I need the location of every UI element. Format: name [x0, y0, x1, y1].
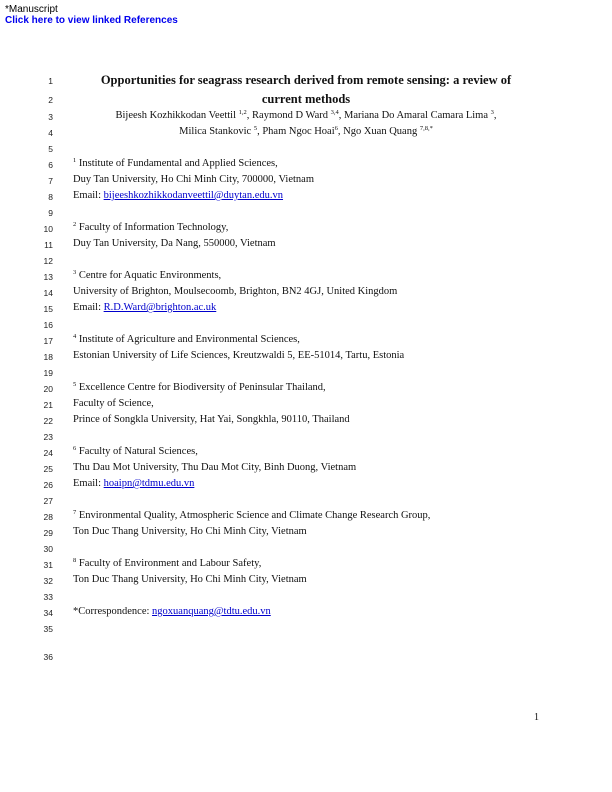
affiliation-7-line-2: Ton Duc Thang University, Ho Chi Minh City, Vietnam	[73, 526, 307, 537]
affiliation-7-line-1	[73, 509, 430, 522]
affiliation-1-email	[73, 189, 283, 202]
affiliation-sup: 2	[73, 221, 77, 228]
author-name: , Ngo Xuan Quang	[337, 126, 420, 137]
affiliation-text: Faculty of Information Technology,	[78, 222, 229, 233]
author-affiliation-sup: 3,4	[330, 109, 339, 116]
manuscript-label: *Manuscript	[5, 4, 58, 15]
line-number: 2	[48, 95, 53, 105]
author-list-line-2	[0, 125, 612, 138]
affiliation-2-line-2: Duy Tan University, Da Nang, 550000, Vietnam	[73, 238, 276, 249]
line-number: 35	[43, 624, 53, 634]
affiliation-sup: 5	[73, 381, 77, 388]
affiliation-text: Excellence Centre for Biodiversity of Peninsular Thailand,	[78, 382, 326, 393]
affiliation-text: Environmental Quality, Atmospheric Science and Climate Change Research Group,	[78, 510, 431, 521]
author-name: , Raymond D Ward	[246, 110, 331, 121]
author-affiliation-sup: 1,2	[238, 109, 247, 116]
author-name: , Mariana Do Amaral Camara Lima	[338, 110, 491, 121]
affiliation-5-line-2: Faculty of Science,	[73, 398, 154, 409]
email-label: Email:	[73, 478, 104, 489]
author-name: Bijeesh Kozhikkodan Veettil	[115, 110, 239, 121]
line-number: 16	[43, 320, 53, 330]
affiliation-sup: 7	[73, 509, 77, 516]
line-number: 20	[43, 384, 53, 394]
affiliation-sup: 6	[73, 445, 77, 452]
line-number: 10	[43, 224, 53, 234]
affiliation-5-line-1	[73, 381, 326, 394]
line-number: 15	[43, 304, 53, 314]
author-affiliation-sup: 5	[253, 125, 258, 132]
line-number: 12	[43, 256, 53, 266]
affiliation-2-line-1	[73, 221, 228, 234]
line-number: 7	[48, 176, 53, 186]
author-affiliation-sup: 6	[334, 125, 338, 132]
affiliation-sup: 4	[73, 333, 77, 340]
email-link[interactable]: bijeeshkozhikkodanveettil@duytan.edu.vn	[103, 190, 284, 201]
affiliation-sup: 8	[73, 557, 77, 564]
line-number: 28	[43, 512, 53, 522]
line-number: 17	[43, 336, 53, 346]
affiliation-6-line-1	[73, 445, 198, 458]
line-number: 21	[43, 400, 53, 410]
line-number: 8	[48, 192, 53, 202]
affiliation-1-line-1	[73, 157, 278, 170]
line-number: 23	[43, 432, 53, 442]
affiliation-6-line-2: Thu Dau Mot University, Thu Dau Mot City, Binh Duong, Vietnam	[73, 462, 357, 473]
affiliation-3-line-1	[73, 269, 221, 282]
line-number: 25	[43, 464, 53, 474]
line-number: 22	[43, 416, 53, 426]
author-name: , Pham Ngoc Hoai	[257, 126, 335, 137]
correspondence-email-link[interactable]: ngoxuanquang@tdtu.edu.vn	[152, 606, 271, 617]
affiliation-3-email	[73, 301, 216, 314]
email-link[interactable]: R.D.Ward@brighton.ac.uk	[103, 302, 217, 313]
line-number: 18	[43, 352, 53, 362]
line-number: 34	[43, 608, 53, 618]
correspondence-label: *Correspondence:	[73, 606, 153, 617]
line-number: 29	[43, 528, 53, 538]
affiliation-text: Faculty of Natural Sciences,	[78, 446, 198, 457]
correspondence-line	[73, 605, 271, 618]
author-affiliation-sup: 7,8,*	[419, 125, 433, 132]
line-number: 30	[43, 544, 53, 554]
affiliation-text: Institute of Fundamental and Applied Sciences,	[78, 158, 278, 169]
email-label: Email:	[73, 302, 104, 313]
linked-references-link[interactable]: Click here to view linked References	[5, 15, 178, 26]
line-number: 27	[43, 496, 53, 506]
affiliation-5-line-3: Prince of Songkla University, Hat Yai, Songkhla, 90110, Thailand	[73, 414, 350, 425]
email-label: Email:	[73, 190, 104, 201]
affiliation-4-line-2: Estonian University of Life Sciences, Kreutzwaldi 5, EE-51014, Tartu, Estonia	[73, 350, 405, 361]
line-number: 1	[48, 76, 53, 86]
line-number: 32	[43, 576, 53, 586]
line-number: 19	[43, 368, 53, 378]
paper-title-line-1: Opportunities for seagrass research derived from remote sensing: a review of	[100, 73, 512, 87]
line-number: 33	[43, 592, 53, 602]
line-number: 11	[44, 240, 53, 250]
line-number: 9	[48, 208, 53, 218]
line-number: 3	[48, 112, 53, 122]
affiliation-text: Centre for Aquatic Environments,	[78, 270, 222, 281]
line-number: 26	[43, 480, 53, 490]
affiliation-text: Institute of Agriculture and Environmental Sciences,	[78, 334, 300, 345]
paper-title-line-2: current methods	[261, 92, 351, 106]
affiliation-sup: 3	[73, 269, 77, 276]
affiliation-6-email	[73, 477, 194, 490]
author-name: Milica Stankovic	[179, 126, 254, 137]
author-list-line-1	[0, 109, 612, 122]
line-number: 13	[43, 272, 53, 282]
email-link[interactable]: hoaipn@tdmu.edu.vn	[103, 478, 195, 489]
line-number: 4	[48, 128, 53, 138]
affiliation-8-line-2: Ton Duc Thang University, Ho Chi Minh City, Vietnam	[73, 574, 307, 585]
affiliation-8-line-1	[73, 557, 261, 570]
line-number: 14	[43, 288, 53, 298]
affiliation-text: Faculty of Environment and Labour Safety,	[78, 558, 262, 569]
author-separator: ,	[493, 110, 497, 121]
affiliation-sup: 1	[73, 157, 77, 164]
line-number: 36	[43, 652, 53, 662]
line-number: 5	[48, 144, 53, 154]
line-number: 31	[43, 560, 53, 570]
author-affiliation-sup: 3	[490, 109, 494, 116]
page-number: 1	[534, 712, 539, 723]
affiliation-4-line-1	[73, 333, 300, 346]
line-number: 6	[48, 160, 53, 170]
affiliation-1-line-2: Duy Tan University, Ho Chi Minh City, 700000, Vietnam	[73, 174, 315, 185]
affiliation-3-line-2: University of Brighton, Moulsecoomb, Brighton, BN2 4GJ, United Kingdom	[73, 286, 398, 297]
line-number: 24	[43, 448, 53, 458]
